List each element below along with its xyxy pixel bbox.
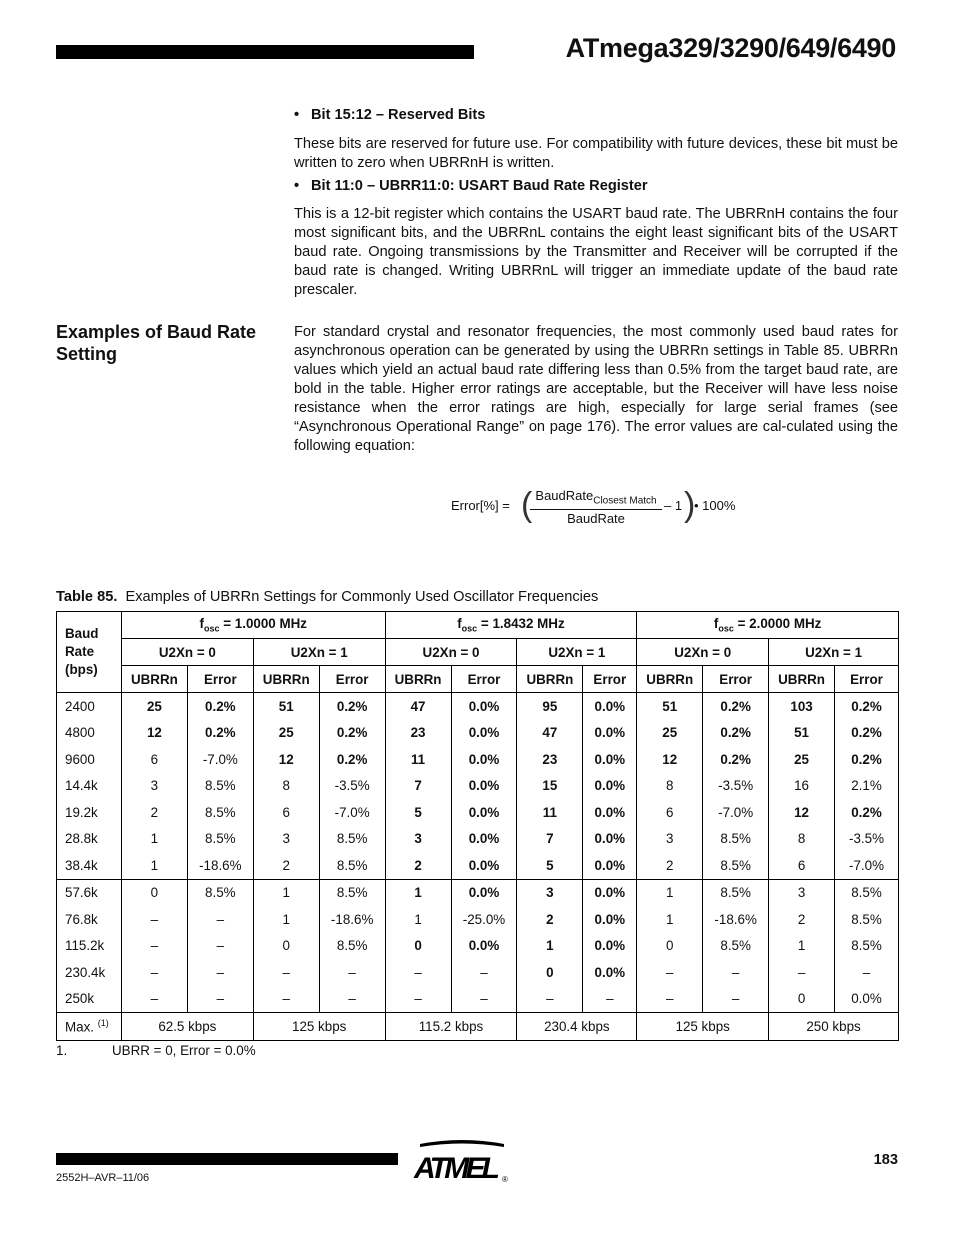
ubrr-cell: 1 <box>637 906 703 933</box>
ubrr-cell: 0 <box>385 933 451 960</box>
error-cell: 0.0% <box>583 826 637 853</box>
error-cell: -18.6% <box>319 906 385 933</box>
error-cell: 0.0% <box>451 826 517 853</box>
max-footnote-ref: (1) <box>97 1018 109 1029</box>
error-cell: 0.2% <box>187 720 253 747</box>
baud-rate-cell: 57.6k <box>57 879 122 906</box>
ubrr-cell: 1 <box>253 906 319 933</box>
ubrr-cell: 0 <box>769 986 835 1013</box>
error-cell: 0.2% <box>835 720 899 747</box>
ubrr-cell: 5 <box>385 799 451 826</box>
max-rate-cell: 62.5 kbps <box>121 1013 253 1041</box>
ubrr-cell: 1 <box>517 933 583 960</box>
ubrr-cell: 51 <box>769 720 835 747</box>
error-cell: 8.5% <box>319 852 385 879</box>
right-paren-icon: ) <box>684 486 696 524</box>
error-cell: 0.0% <box>583 879 637 906</box>
equation-denominator: BaudRate <box>567 510 625 526</box>
error-cell: – <box>187 933 253 960</box>
ubrr-cell: 51 <box>253 693 319 720</box>
error-cell: -3.5% <box>835 826 899 853</box>
error-cell: 0.0% <box>583 933 637 960</box>
ubrr-cell: 2 <box>637 852 703 879</box>
error-cell: 0.2% <box>319 746 385 773</box>
baud-rate-cell: 14.4k <box>57 773 122 800</box>
error-cell: 8.5% <box>703 879 769 906</box>
error-cell: 0.2% <box>319 720 385 747</box>
error-cell: 0.0% <box>451 693 517 720</box>
error-cell: – <box>583 986 637 1013</box>
ubrr-cell: – <box>253 959 319 986</box>
table-row <box>57 986 899 1013</box>
ubrr-cell: 8 <box>253 773 319 800</box>
error-cell: 0.2% <box>835 799 899 826</box>
max-rate-cell: 115.2 kbps <box>385 1013 517 1041</box>
error-cell: -18.6% <box>187 852 253 879</box>
baud-rate-cell: 2400 <box>57 693 122 720</box>
error-cell: 0.2% <box>319 693 385 720</box>
ubrr-cell: 25 <box>769 746 835 773</box>
mode-header: U2Xn = 1 <box>517 639 637 666</box>
ubrr-cell: – <box>385 959 451 986</box>
baud-rate-cell: 28.8k <box>57 826 122 853</box>
table-row <box>57 879 899 906</box>
footnote <box>56 1043 256 1058</box>
atmel-logo-icon <box>412 1138 512 1186</box>
ubrr-cell: 5 <box>517 852 583 879</box>
ubrr-cell: 23 <box>385 720 451 747</box>
max-rate-cell: 125 kbps <box>253 1013 385 1041</box>
baud-rate-cell: 9600 <box>57 746 122 773</box>
logo-wordmark: ATMEL <box>414 1152 500 1185</box>
error-cell: 2.1% <box>835 773 899 800</box>
error-cell: 0.0% <box>451 799 517 826</box>
column-header: UBRRn <box>517 666 583 693</box>
error-cell: 8.5% <box>835 879 899 906</box>
ubrr-cell: 8 <box>637 773 703 800</box>
error-cell: – <box>319 986 385 1013</box>
document-id: 2552H–AVR–11/06 <box>56 1172 150 1184</box>
ubrr-cell: 11 <box>385 746 451 773</box>
paragraph-text: For standard crystal and resonator frequencies, the most commonly used baud rates for asynchronous operation can be generated by using the UBRRn settings in Table 85. UBRRn values which yield an actual baud rate differing less than 0.5% from the target baud rate, are bold in the table. Higher error ratings are acceptable, but the Receiver will have less noise resistance when the error ratings are high, especially for large serial frames (see “Asynchronous Operational Range” on page 176). The error values are cal-culated using the following equation: <box>294 324 898 454</box>
error-cell: 0.0% <box>835 986 899 1013</box>
equation-times: • 100% <box>694 498 736 513</box>
error-cell: – <box>703 986 769 1013</box>
equation-lhs: Error[%] = <box>451 498 510 513</box>
table-row <box>57 746 899 773</box>
baud-rate-cell: 76.8k <box>57 906 122 933</box>
column-header: UBRRn <box>637 666 703 693</box>
error-cell: 8.5% <box>319 826 385 853</box>
error-cell: – <box>835 959 899 986</box>
baud-rate-header: Baud Rate (bps) <box>57 612 122 693</box>
fosc-header-2: $f_{osc} = 1.8432$ MHz <box>385 612 637 639</box>
mode-header: U2Xn = 1 <box>253 639 385 666</box>
error-cell: 8.5% <box>703 933 769 960</box>
fosc-header-1: $f_{osc} = 1.0000$ MHz <box>121 612 385 639</box>
ubrr-cell: 7 <box>385 773 451 800</box>
ubrr-cell: 0 <box>253 933 319 960</box>
error-cell: 0.0% <box>583 746 637 773</box>
error-cell: 8.5% <box>835 906 899 933</box>
max-label: Max. <box>65 1019 95 1035</box>
ubrr-cell: 3 <box>385 826 451 853</box>
table-row <box>57 906 899 933</box>
error-cell: 0.2% <box>835 693 899 720</box>
error-cell: – <box>187 986 253 1013</box>
ubrr-settings-table <box>56 611 899 1041</box>
ubrr-cell: 1 <box>769 933 835 960</box>
table-row <box>57 933 899 960</box>
paragraph-ubrr <box>294 205 898 300</box>
ubrr-cell: 2 <box>769 906 835 933</box>
column-header-row <box>57 666 899 693</box>
table-row <box>57 826 899 853</box>
error-cell: 0.0% <box>451 933 517 960</box>
ubrr-cell: – <box>385 986 451 1013</box>
error-cell: – <box>451 986 517 1013</box>
bullet-label: Bit 11:0 – UBRR11:0: USART Baud Rate Register <box>311 178 648 194</box>
error-cell: 0.0% <box>451 746 517 773</box>
paragraph-baud-examples <box>294 323 898 456</box>
ubrr-cell: – <box>121 933 187 960</box>
table-caption <box>56 589 598 605</box>
ubrr-cell: 3 <box>769 879 835 906</box>
ubrr-cell: 6 <box>121 746 187 773</box>
column-header: Error <box>187 666 253 693</box>
error-cell: 0.2% <box>703 720 769 747</box>
ubrr-cell: 1 <box>637 879 703 906</box>
ubrr-cell: – <box>637 986 703 1013</box>
section-heading: Examples of Baud Rate Setting <box>56 322 257 364</box>
ubrr-cell: 95 <box>517 693 583 720</box>
ubrr-cell: 15 <box>517 773 583 800</box>
error-cell: – <box>187 959 253 986</box>
bullet-label: Bit 15:12 – Reserved Bits <box>311 107 486 123</box>
ubrr-cell: 51 <box>637 693 703 720</box>
equation-numerator-sub: Closest Match <box>593 495 657 507</box>
baud-rate-cell: 38.4k <box>57 852 122 879</box>
error-cell: -18.6% <box>703 906 769 933</box>
error-cell: 8.5% <box>187 826 253 853</box>
ubrr-cell: 1 <box>121 852 187 879</box>
equation-fraction <box>530 488 662 526</box>
error-cell: 8.5% <box>187 773 253 800</box>
ubrr-cell: 12 <box>253 746 319 773</box>
bullet-ubrr-bits <box>294 177 898 196</box>
ubrr-cell: 2 <box>253 852 319 879</box>
ubrr-cell: – <box>253 986 319 1013</box>
ubrr-cell: 47 <box>517 720 583 747</box>
error-cell: 0.0% <box>583 773 637 800</box>
equation-numerator: BaudRate <box>535 488 594 503</box>
error-cell: 8.5% <box>319 879 385 906</box>
max-rate-row <box>57 1013 899 1041</box>
error-cell: 0.2% <box>187 693 253 720</box>
error-cell: 0.0% <box>583 906 637 933</box>
error-cell: 0.2% <box>703 693 769 720</box>
ubrr-cell: – <box>637 959 703 986</box>
error-cell: 0.0% <box>583 959 637 986</box>
table-row <box>57 773 899 800</box>
error-cell: 8.5% <box>703 852 769 879</box>
error-cell: 0.0% <box>451 720 517 747</box>
table-caption-label: Table 85. <box>56 589 118 605</box>
ubrr-cell: 2 <box>517 906 583 933</box>
paragraph-text: This is a 12-bit register which contains the USART baud rate. The UBRRnH contains the four most significant bits, and the UBRRnL contains the eight least significant bits of the USART baud rate. Ongoing transmissions by the Transmitter and Receiver will be corrupted if the baud rate is changed. Writing UBRRnL will trigger an immediate update of the baud rate prescaler. <box>294 206 898 298</box>
paragraph-reserved <box>294 135 898 173</box>
equation-minus-one: – 1 <box>664 498 683 513</box>
ubrr-cell: 16 <box>769 773 835 800</box>
table-row <box>57 959 899 986</box>
ubrr-cell: – <box>121 959 187 986</box>
column-header: Error <box>451 666 517 693</box>
error-cell: – <box>319 959 385 986</box>
error-cell: 0.0% <box>451 852 517 879</box>
table-row <box>57 693 899 720</box>
bullet-icon: • <box>294 178 300 194</box>
baud-rate-cell: 115.2k <box>57 933 122 960</box>
ubrr-cell: 1 <box>121 826 187 853</box>
table-row <box>57 720 899 747</box>
error-cell: 0.2% <box>835 746 899 773</box>
error-cell: 8.5% <box>703 826 769 853</box>
table-row <box>57 799 899 826</box>
error-cell: 8.5% <box>187 879 253 906</box>
left-paren-icon: ( <box>521 486 533 524</box>
ubrr-cell: 103 <box>769 693 835 720</box>
ubrr-cell: – <box>121 906 187 933</box>
error-cell: -7.0% <box>319 799 385 826</box>
error-cell: – <box>703 959 769 986</box>
error-cell: 8.5% <box>187 799 253 826</box>
max-rate-cell: 250 kbps <box>769 1013 899 1041</box>
error-cell: -3.5% <box>703 773 769 800</box>
page-number: 183 <box>873 1152 898 1168</box>
mode-header: U2Xn = 1 <box>769 639 899 666</box>
bullet-reserved-bits <box>294 106 898 125</box>
ubrr-cell: 6 <box>769 852 835 879</box>
error-cell: 0.0% <box>451 879 517 906</box>
bullet-icon: • <box>294 107 300 123</box>
error-cell: 0.0% <box>583 852 637 879</box>
ubrr-cell: 8 <box>769 826 835 853</box>
max-rate-cell: 125 kbps <box>637 1013 769 1041</box>
ubrr-cell: – <box>517 986 583 1013</box>
ubrr-cell: 11 <box>517 799 583 826</box>
page-title: ATmega329/3290/649/6490 <box>565 33 896 63</box>
column-header: Error <box>319 666 385 693</box>
header-rule <box>56 45 474 59</box>
ubrr-cell: 3 <box>637 826 703 853</box>
column-header: Error <box>703 666 769 693</box>
paragraph-text: These bits are reserved for future use. For compatibility with future devices, these bit must be written to zero when UBRRnH is written. <box>294 136 898 171</box>
ubrr-cell: 47 <box>385 693 451 720</box>
ubrr-cell: 12 <box>637 746 703 773</box>
logo-registered: ® <box>502 1175 508 1184</box>
ubrr-cell: 3 <box>253 826 319 853</box>
baud-rate-cell: 19.2k <box>57 799 122 826</box>
fosc-header-3: $f_{osc} = 2.0000$ MHz <box>637 612 899 639</box>
error-cell: – <box>451 959 517 986</box>
ubrr-cell: 6 <box>253 799 319 826</box>
column-header: UBRRn <box>769 666 835 693</box>
max-rate-cell: 230.4 kbps <box>517 1013 637 1041</box>
error-cell: -7.0% <box>187 746 253 773</box>
mode-header: U2Xn = 0 <box>385 639 517 666</box>
column-header: Error <box>835 666 899 693</box>
ubrr-cell: 23 <box>517 746 583 773</box>
footnote-text: UBRR = 0, Error = 0.0% <box>112 1043 256 1058</box>
table-row <box>57 852 899 879</box>
mode-header: U2Xn = 0 <box>121 639 253 666</box>
error-cell: 0.2% <box>703 746 769 773</box>
error-cell: -25.0% <box>451 906 517 933</box>
error-cell: 0.0% <box>451 773 517 800</box>
ubrr-cell: 7 <box>517 826 583 853</box>
baud-rate-cell: 230.4k <box>57 959 122 986</box>
ubrr-cell: 1 <box>385 879 451 906</box>
ubrr-cell: – <box>769 959 835 986</box>
footnote-number: 1. <box>56 1043 68 1058</box>
error-cell: 8.5% <box>319 933 385 960</box>
error-cell: 8.5% <box>835 933 899 960</box>
footer-rule <box>56 1153 398 1165</box>
ubrr-cell: 25 <box>121 693 187 720</box>
column-header: UBRRn <box>121 666 187 693</box>
ubrr-cell: 1 <box>385 906 451 933</box>
ubrr-cell: 12 <box>121 720 187 747</box>
error-cell: – <box>187 906 253 933</box>
baud-rate-cell: 4800 <box>57 720 122 747</box>
ubrr-cell: 3 <box>121 773 187 800</box>
ubrr-cell: 1 <box>253 879 319 906</box>
column-header: UBRRn <box>385 666 451 693</box>
ubrr-cell: 0 <box>637 933 703 960</box>
ubrr-cell: – <box>121 986 187 1013</box>
error-cell: 0.0% <box>583 720 637 747</box>
error-cell: -7.0% <box>703 799 769 826</box>
column-header: UBRRn <box>253 666 319 693</box>
ubrr-cell: 0 <box>517 959 583 986</box>
ubrr-cell: 2 <box>121 799 187 826</box>
ubrr-cell: 2 <box>385 852 451 879</box>
ubrr-cell: 12 <box>769 799 835 826</box>
error-cell: 0.0% <box>583 693 637 720</box>
error-cell: -3.5% <box>319 773 385 800</box>
error-cell: 0.0% <box>583 799 637 826</box>
ubrr-cell: 25 <box>637 720 703 747</box>
table-caption-text: Examples of UBRRn Settings for Commonly Used Oscillator Frequencies <box>125 589 599 605</box>
baud-rate-cell: 250k <box>57 986 122 1013</box>
max-label-cell <box>57 1013 122 1041</box>
ubrr-cell: 25 <box>253 720 319 747</box>
ubrr-cell: 3 <box>517 879 583 906</box>
mode-header: U2Xn = 0 <box>637 639 769 666</box>
column-header: Error <box>583 666 637 693</box>
ubrr-cell: 6 <box>637 799 703 826</box>
error-cell: -7.0% <box>835 852 899 879</box>
ubrr-cell: 0 <box>121 879 187 906</box>
